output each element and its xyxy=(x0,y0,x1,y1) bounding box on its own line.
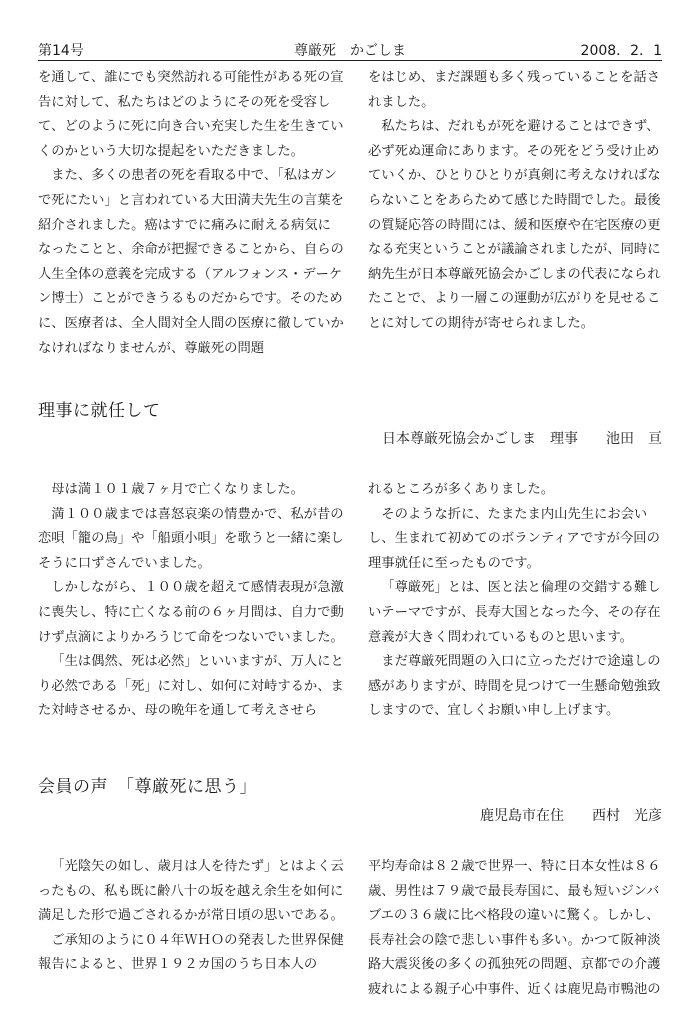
paragraph: 「光陰矢の如し、歳月は人を待たず」とはよく云ったもの、私も既に齢八十の坂を越え余生を如何に満足した形で過ごされるかが常日頃の思いである。 xyxy=(38,859,344,924)
paragraph: 満１００歳までは喜怒哀楽の情豊かで、私が昔の恋唄「籠の鳥」や「船頭小唄」を歌うと一緒に楽しそうに口ずさんでいました。 xyxy=(38,506,344,571)
paragraph: 母は満１０１歳７ヶ月で亡くなりました。 xyxy=(51,482,304,497)
newsletter-title: 尊厳死 かごしま xyxy=(294,43,406,59)
paragraph: 「尊厳死」とは、医と法と倫理の交錯する難しいテーマですが、長寿大国となった今、その存在意義が大きく問われているものと思います。 xyxy=(368,580,661,645)
issue-date: 2008．2．1 xyxy=(580,43,662,59)
article2-column-left xyxy=(38,478,344,724)
paragraph: を通して、誰にでも突然訪れる可能性がある死の宣告に対して、私たちはどのようにその死を受容して、どのように死に向き合い充実した生を生きていくのかという大切な提起をいただきました。 xyxy=(38,70,344,159)
paragraph: そのような折に、たまたま内山先生にお会いし、生まれて初めてのボランティアですが今回の理事就任に至ったものです。 xyxy=(368,506,660,571)
paragraph: まだ尊厳死問題の入口に立っただけで途遠しの感がありますが、時間を見つけて一生懸命勉強致しますので、宜しくお願い申し上げます。 xyxy=(368,654,661,719)
issue-number: 第14号 xyxy=(38,43,84,59)
article3-byline: 鹿児島市在住 西村 光彦 xyxy=(480,808,662,824)
paragraph: れるところが多くありました。 xyxy=(368,482,555,497)
article2-heading: 理事に就任して xyxy=(38,401,161,421)
article3-column-right xyxy=(368,855,662,1003)
page-header xyxy=(38,38,662,61)
article3-heading: 会員の声 「尊厳死に思う」 xyxy=(38,777,257,797)
paragraph: ご承知のように０４年ＷＨＯの発表した世界保健報告によると、世界１９２カ国のうち日本人の xyxy=(38,932,344,973)
paragraph: 平均寿命は８２歳で世界一、特に日本女性は８６歳、男性は７９歳で最長寿国に、最も短いジンバブエの３６歳に比べ格段の違いに驚く。しかし、長寿社会の陰で悲しい事件も多い。かつて阪神淡路大震災後の多くの孤独死の問題、京都での介護疲れによる親子心中事件、近くは鹿児島市鴨池の xyxy=(368,859,661,997)
article2-column-right xyxy=(368,478,662,724)
article3-column-left xyxy=(38,855,344,978)
article1-column-left xyxy=(38,66,344,361)
paragraph: 「生は偶然、死は必然」といいますが、万人にとり必然である「死」に対し、如何に対峙するか、また対峙させるか、母の晩年を通して考えさせら xyxy=(38,654,344,719)
article1-column-right xyxy=(368,66,662,337)
article2-byline: 日本尊厳死協会かごしま 理事 池田 亘 xyxy=(382,431,662,447)
paragraph: また、多くの患者の死を看取る中で、「私はガンで死にたい」と言われている大田満夫先生の言葉を紹介されました。癌はすでに痛みに耐える病気になったことと、余命が把握できることから、自らの人生全体の意義を完成する（アルフォンス・デーケン博士）ことができうるものだからです。そのために、医療者は、全人間対全人間の医療に徹していかなければなりませんが、尊厳死の問題 xyxy=(38,168,344,356)
paragraph: 私たちは、だれもが死を避けることはできず、必ず死ぬ運命にあります。その死をどう受け止めていくか、ひとりひとりが真剣に考えなければならないことをあらためて感じた時間でした。最後の質疑応答の時間には、緩和医療や在宅医療の更なる充実ということが議論されましたが、同時に納先生が日本尊厳死協会かごしまの代表になられたことで、より一層この運動が広がりを見せることに対しての期待が寄せられました。 xyxy=(368,119,661,331)
paragraph: をはじめ、まだ課題も多く残っていることを話されました。 xyxy=(368,70,660,110)
paragraph: しかしながら、１００歳を超えて感情表現が急激に喪失し、特に亡くなる前の６ヶ月間は、自力で動けず点滴によりかろうじて命をつないでいました。 xyxy=(38,580,344,645)
